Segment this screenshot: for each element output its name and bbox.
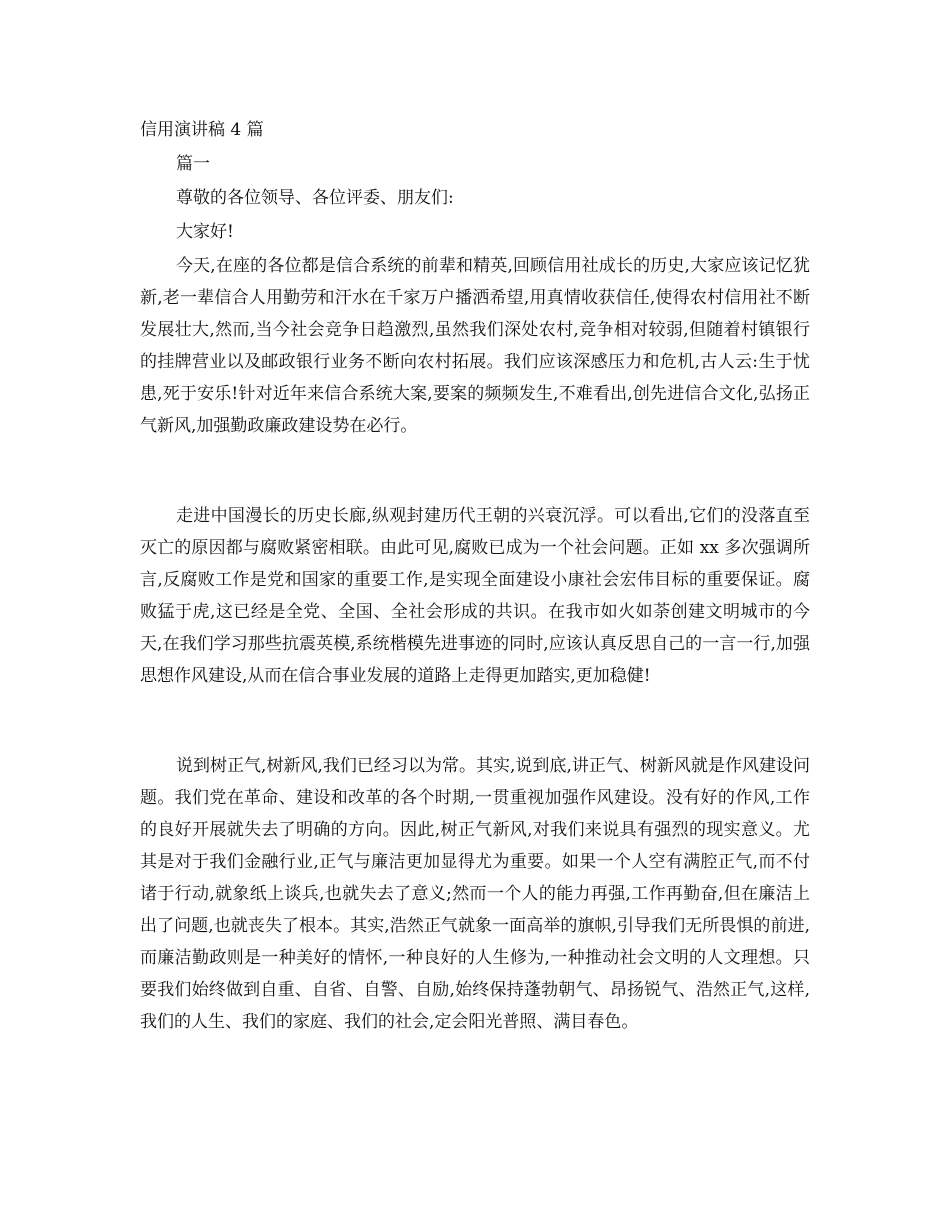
greeting: 大家好!: [176, 222, 234, 242]
paragraph-2: 走进中国漫长的历史长廊,纵观封建历代王朝的兴衰沉浮。可以看出,它们的没落直至灭亡的原因都与腐败紧密相联。由此可见,腐败已成为一个社会问题。正如 xx 多次强调所言,反腐败工作是党和国家的重要工作,是实现全面建设小康社会宏伟目标的重要保证。腐败猛于虎,这已经是全党、全国、全社会形成的共识。在我市如火如荼创建文明城市的今天,在我们学习那些抗震英模,系统楷模先进事迹的同时,应该认真反思自己的一言一行,加强思想作风建设,从而在信合事业发展的道路上走得更加踏实,更加稳健!: [140, 506, 810, 686]
paragraph-1: 今天,在座的各位都是信合系统的前辈和精英,回顾信用社成长的历史,大家应该记忆犹新,老一辈信合人用勤劳和汗水在千家万户播洒希望,用真情收获信任,使得农村信用社不断发展壮大,然而,当今社会竞争日趋激烈,虽然我们深处农村,竞争相对较弱,但随着村镇银行的挂牌营业以及邮政银行业务不断向农村拓展。我们应该深感压力和危机,古人云:生于忧患,死于安乐!针对近年来信合系统大案,要案的频频发生,不难看出,创先进信合文化,弘扬正气新风,加强勤政廉政建设势在必行。: [140, 256, 810, 436]
section-heading: 篇一: [176, 154, 210, 174]
salutation: 尊敬的各位领导、各位评委、朋友们:: [176, 188, 454, 208]
document-title: 信用演讲稿 4 篇: [140, 120, 264, 140]
paragraph-3: 说到树正气,树新风,我们已经习以为常。其实,说到底,讲正气、树新风就是作风建设问题。我们党在革命、建设和改革的各个时期,一贯重视加强作风建设。没有好的作风,工作的良好开展就失去了明确的方向。因此,树正气新风,对我们来说具有强烈的现实意义。尤其是对于我们金融行业,正气与廉洁更加显得尤为重要。如果一个人空有满腔正气,而不付诸于行动,就象纸上谈兵,也就失去了意义;然而一个人的能力再强,工作再勤奋,但在廉洁上出了问题,也就丧失了根本。其实,浩然正气就象一面高举的旗帜,引导我们无所畏惧的前进,而廉洁勤政则是一种美好的情怀,一种良好的人生修为,一种推动社会文明的人文理想。只要我们始终做到自重、自省、自警、自励,始终保持蓬勃朝气、昂扬锐气、浩然正气,这样,我们的人生、我们的家庭、我们的社会,定会阳光普照、满目春色。: [140, 756, 810, 1032]
